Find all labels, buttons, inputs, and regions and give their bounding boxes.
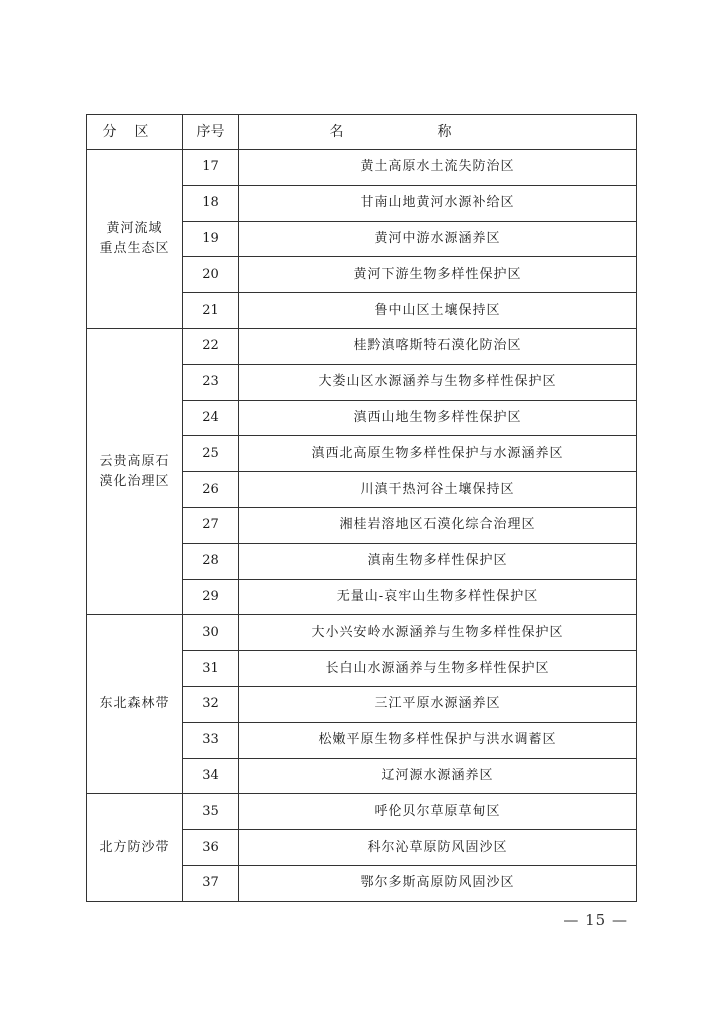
zone-label-line: 东北森林带 <box>99 696 170 712</box>
row-number-cell: 21 <box>183 293 239 329</box>
row-number-cell: 25 <box>183 436 239 472</box>
row-number-cell: 31 <box>183 651 239 687</box>
zone-cell <box>87 615 183 794</box>
zone-name-cell: 大小兴安岭水源涵养与生物多样性保护区 <box>239 615 637 651</box>
header-number: 序号 <box>183 115 239 150</box>
row-number-cell: 29 <box>183 579 239 615</box>
table-row <box>87 794 637 830</box>
zone-name-cell: 黄土高原水土流失防治区 <box>239 150 637 186</box>
zone-label-line: 云贵高原石 <box>99 453 170 469</box>
row-number-cell: 33 <box>183 722 239 758</box>
zone-name-cell: 科尔沁草原防风固沙区 <box>239 830 637 866</box>
row-number-cell: 35 <box>183 794 239 830</box>
zone-name-cell: 三江平原水源涵养区 <box>239 686 637 722</box>
zone-name-cell: 川滇干热河谷土壤保持区 <box>239 472 637 508</box>
zone-name-cell: 桂黔滇喀斯特石漠化防治区 <box>239 328 637 364</box>
row-number-cell: 30 <box>183 615 239 651</box>
row-number-cell: 17 <box>183 150 239 186</box>
zone-name-cell: 长白山水源涵养与生物多样性保护区 <box>239 651 637 687</box>
zone-name-cell: 鲁中山区土壤保持区 <box>239 293 637 329</box>
page-number: — 15 — <box>563 911 628 929</box>
header-zone: 分区 <box>87 115 183 150</box>
zone-name-cell: 滇西山地生物多样性保护区 <box>239 400 637 436</box>
ecological-zones-table <box>86 114 637 902</box>
row-number-cell: 28 <box>183 543 239 579</box>
zone-name-cell: 呼伦贝尔草原草甸区 <box>239 794 637 830</box>
row-number-cell: 32 <box>183 686 239 722</box>
zone-cell <box>87 794 183 901</box>
table-row <box>87 328 637 364</box>
zone-name-cell: 滇南生物多样性保护区 <box>239 543 637 579</box>
table-row <box>87 150 637 186</box>
zone-name-cell: 鄂尔多斯高原防风固沙区 <box>239 865 637 901</box>
row-number-cell: 26 <box>183 472 239 508</box>
zone-name-cell: 滇西北高原生物多样性保护与水源涵养区 <box>239 436 637 472</box>
zone-name-cell: 黄河下游生物多样性保护区 <box>239 257 637 293</box>
row-number-cell: 19 <box>183 221 239 257</box>
zone-name-cell: 黄河中游水源涵养区 <box>239 221 637 257</box>
row-number-cell: 18 <box>183 185 239 221</box>
zone-name-cell: 松嫩平原生物多样性保护与洪水调蓄区 <box>239 722 637 758</box>
table-header-row <box>87 115 637 150</box>
row-number-cell: 24 <box>183 400 239 436</box>
row-number-cell: 34 <box>183 758 239 794</box>
row-number-cell: 36 <box>183 830 239 866</box>
zone-label-line: 重点生态区 <box>99 240 170 256</box>
zone-label-line: 北方防沙带 <box>99 839 170 855</box>
table-row <box>87 615 637 651</box>
zone-cell <box>87 328 183 614</box>
header-name: 名称 <box>239 115 637 150</box>
row-number-cell: 27 <box>183 507 239 543</box>
zone-label-line: 黄河流域 <box>106 220 163 236</box>
zone-name-cell: 甘南山地黄河水源补给区 <box>239 185 637 221</box>
row-number-cell: 22 <box>183 328 239 364</box>
table-body <box>87 150 637 902</box>
row-number-cell: 20 <box>183 257 239 293</box>
zone-name-cell: 辽河源水源涵养区 <box>239 758 637 794</box>
zone-name-cell: 湘桂岩溶地区石漠化综合治理区 <box>239 507 637 543</box>
zone-name-cell: 大娄山区水源涵养与生物多样性保护区 <box>239 364 637 400</box>
row-number-cell: 23 <box>183 364 239 400</box>
zone-label-line: 漠化治理区 <box>99 473 170 489</box>
row-number-cell: 37 <box>183 865 239 901</box>
zone-name-cell: 无量山-哀牢山生物多样性保护区 <box>239 579 637 615</box>
zone-cell <box>87 150 183 329</box>
